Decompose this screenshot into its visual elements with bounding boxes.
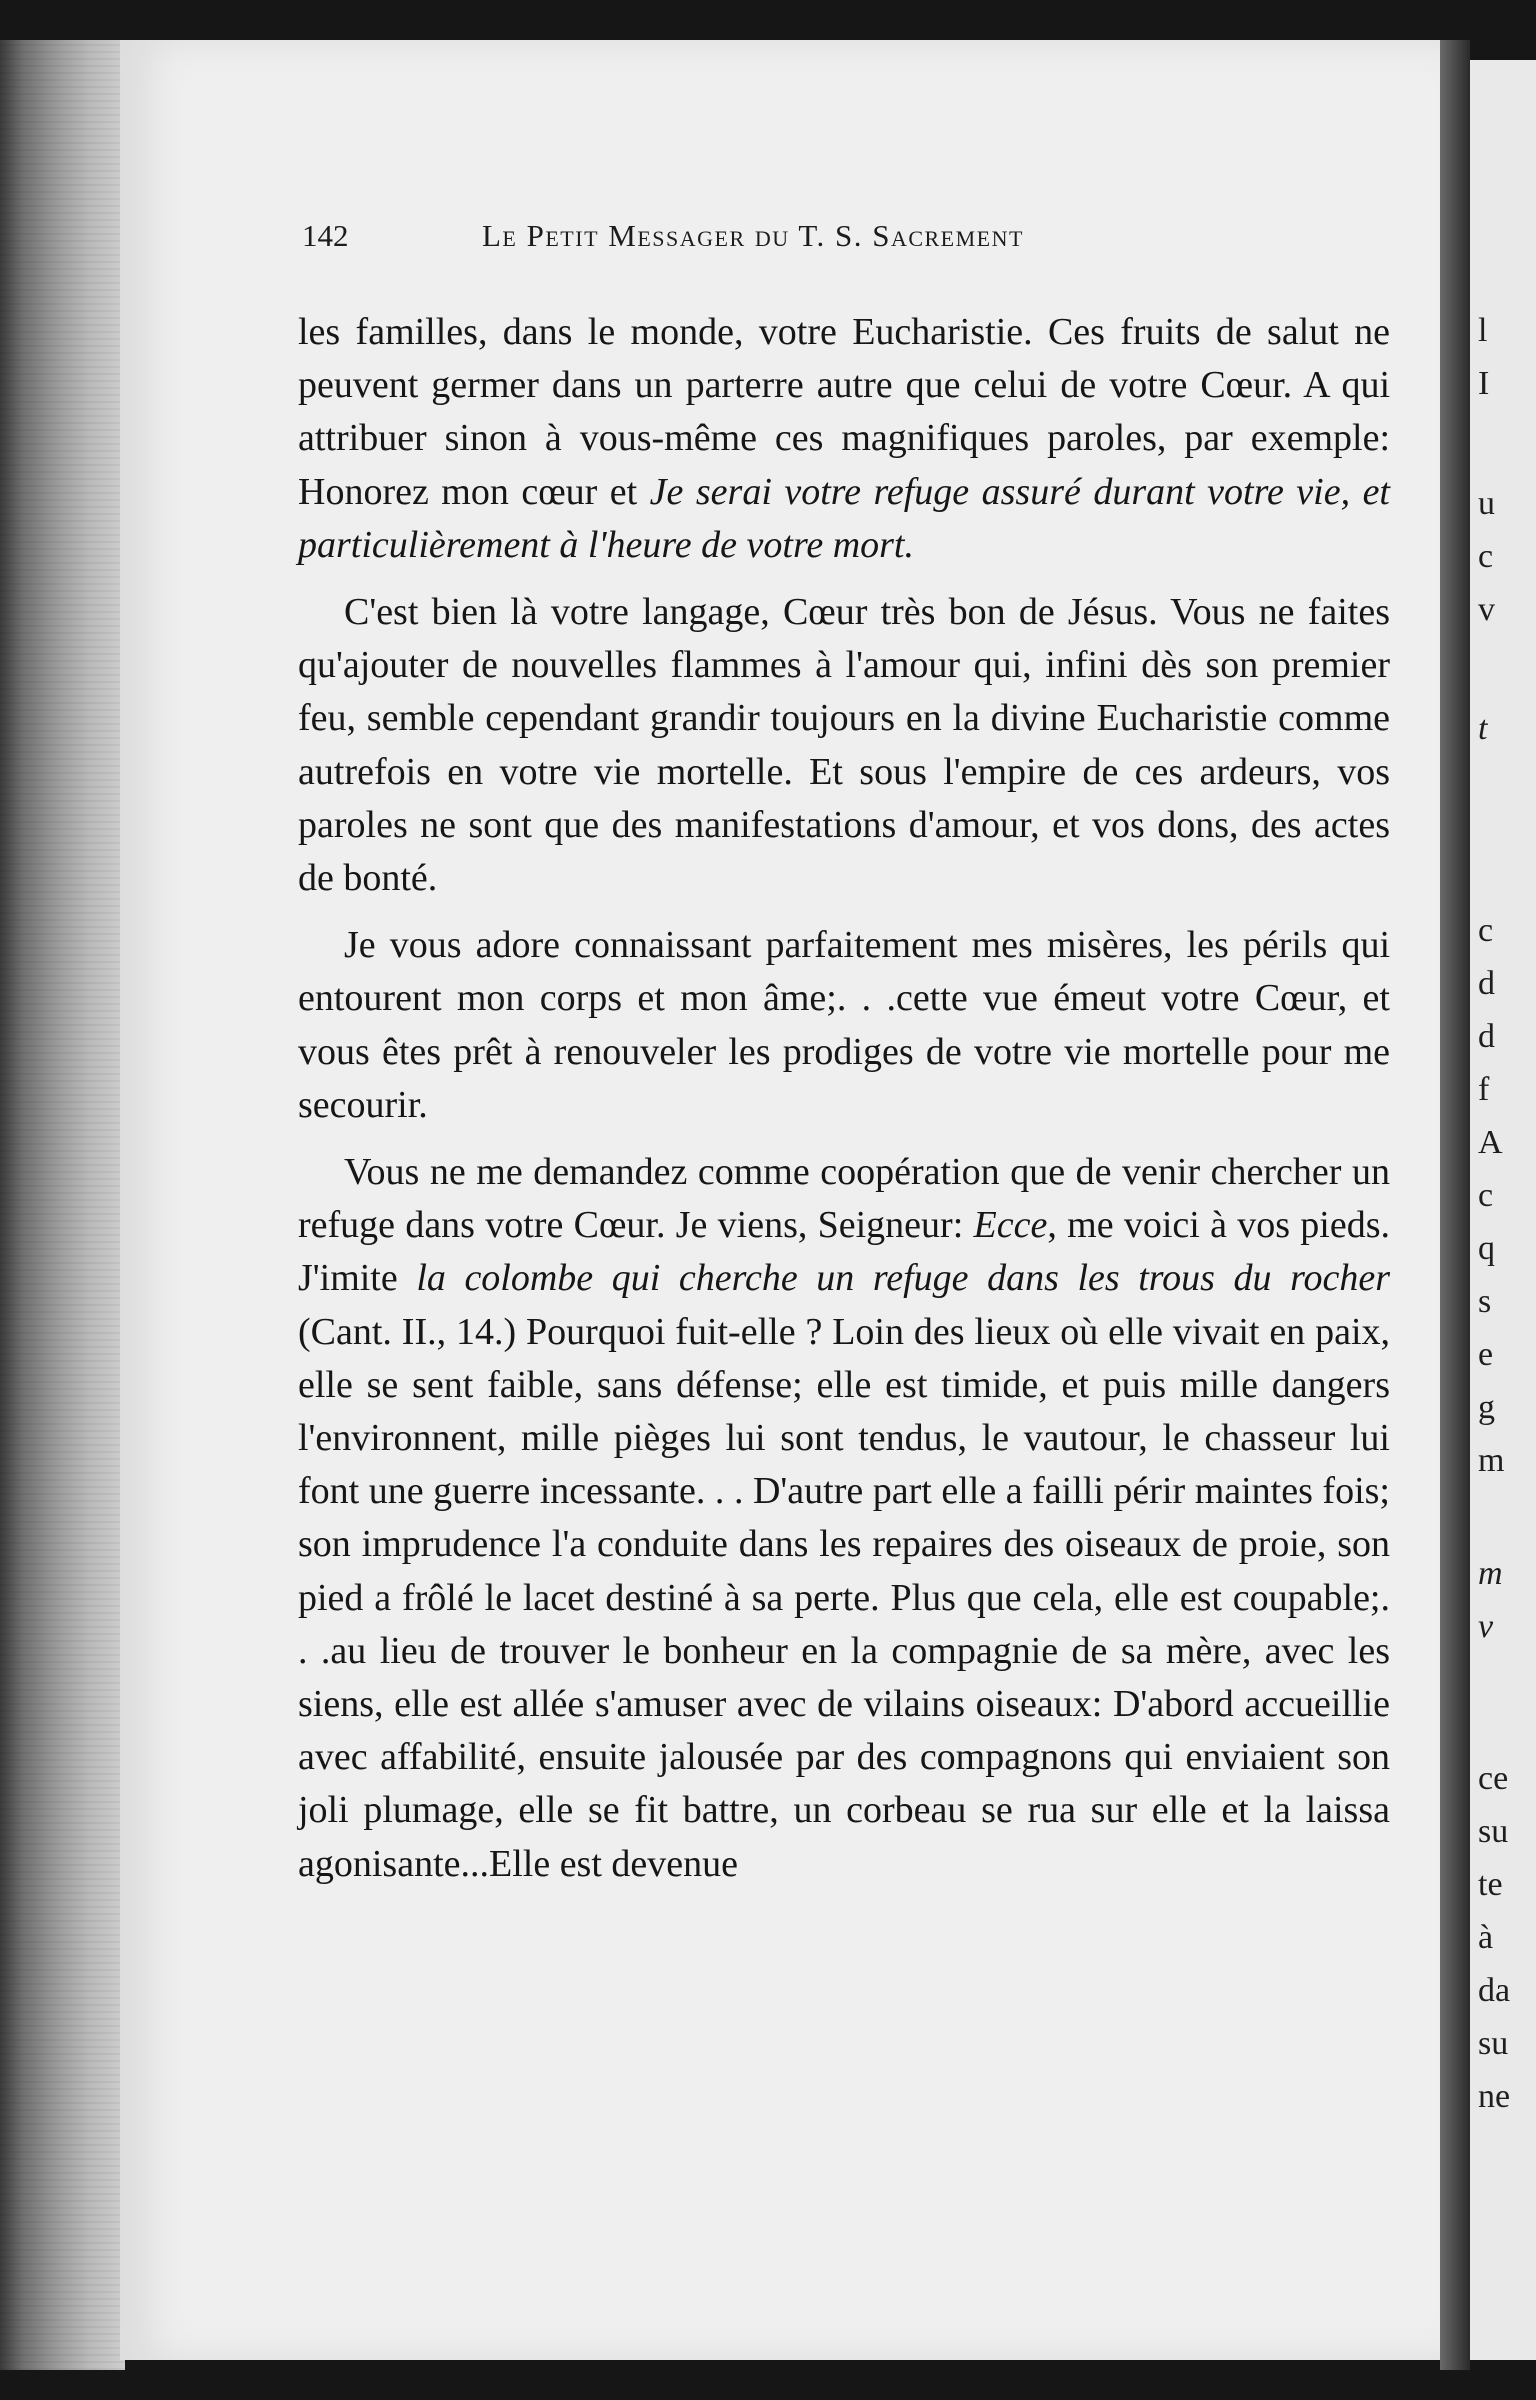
facing-page-fragment: à [1478,1919,1494,1956]
paragraph [298,1146,1390,1891]
page-stack-edge [0,40,125,2370]
facing-page-fragment: su [1478,1813,1509,1850]
facing-page-fragment: c [1478,912,1494,949]
facing-page-fragment: d [1478,965,1495,1002]
paragraph-text: les familles, dans le monde, votre Eucharistie. Ces fruits de salut ne peuvent germer dans un parterre autre que celui de votre Cœur. A qui attribuer sinon à vous-même ces magnifiques paroles, par exemple: Honorez mon cœur et [298,311,1390,513]
paragraph-text: , me voici à vos pieds. J'imite [298,1204,1390,1300]
facing-page-fragment: v [1478,1608,1494,1645]
facing-page-fragment: te [1478,1866,1503,1903]
facing-page-fragment: A [1478,1124,1503,1161]
book-gutter [1440,40,1470,2370]
italic-word: Ecce [973,1204,1048,1247]
facing-page-fragment: c [1478,1177,1494,1214]
paragraph [298,586,1390,905]
paragraph-text: (Cant. II., 14.) Pourquoi fuit-elle ? Loin des lieux où elle vivait en paix, elle se sent faible, sans défense; elle est timide, et puis mille dangers l'environnent, mille pièges lui sont tendus, le vautour, le chasseur lui font une guerre incessante. . . D'autre part elle a failli périr maintes fois; son imprudence l'a conduite dans les repaires des oiseaux de proie, son pied a frôlé le lacet destiné à sa perte. Plus que cela, elle est coupable;. . .au lieu de trouver le bonheur en la compagnie de sa mère, avec les siens, elle est allée s'amuser avec de vilains oiseaux: D'abord accueillie avec affabilité, ensuite jalousée par des compagnons qui enviaient son joli plumage, elle se fit battre, un corbeau se rua sur elle et la laissa agonisante...Elle est devenue [298,1310,1390,1885]
facing-page-fragment: v [1478,591,1495,628]
facing-page-fragment: u [1478,485,1495,522]
facing-page-fragment: e [1478,1336,1494,1373]
body-text [298,306,1390,1905]
facing-page-fragment: su [1478,2025,1509,2062]
facing-page-fragment: da [1478,1972,1511,2009]
paragraph-text: C'est bien là votre langage, Cœur très bon de Jésus. Vous ne faites qu'ajouter de nouvelles flammes à l'amour qui, infini dès son premier feu, semble cependant grandir toujours en la divine Eucharistie comme autrefois en votre vie mortelle. Et sous l'empire de ces ardeurs, vos paroles ne sont que des manifestations d'amour, et vos dons, des actes de bonté. [298,591,1390,900]
italic-quote: la colombe qui cherche un refuge dans les trous du rocher [416,1257,1391,1300]
facing-page-fragment: m [1478,1555,1503,1592]
facing-page-fragment: d [1478,1018,1495,1055]
page-header [302,218,1392,266]
page-number: 142 [302,218,349,253]
paragraph [298,306,1390,572]
paragraph-text: Je vous adore connaissant parfaitement mes misères, les périls qui entourent mon corps et mon âme;. . .cette vue émeut votre Cœur, et vous êtes prêt à renouveler les prodiges de votre vie mortelle pour me secourir. [298,924,1390,1126]
italic-quote: Je serai votre refuge assuré durant votre vie, et particulièrement à l'heure de votre mort. [298,470,1390,566]
facing-page-fragment: l [1478,312,1488,349]
facing-page-fragment: ne [1478,2078,1511,2115]
facing-page-fragment: g [1478,1389,1495,1426]
facing-page-fragment: ce [1478,1760,1509,1797]
facing-page-fragment: c [1478,538,1494,575]
facing-page-fragment: I [1478,365,1490,402]
facing-page-fragment: f [1478,1071,1490,1108]
paragraph [298,919,1390,1132]
facing-page-fragment: t [1478,710,1488,747]
running-title: Le Petit Messager du T. S. Sacrement [482,218,1024,253]
facing-page-fragment: q [1478,1230,1495,1267]
facing-page-edge [1470,60,1536,2360]
facing-page-fragment: m [1478,1442,1505,1479]
paragraph-text: Vous ne me demandez comme coopération que de venir chercher un refuge dans votre Cœur. Je viens, Seigneur: [298,1151,1390,1247]
facing-page-fragment: s [1478,1283,1492,1320]
